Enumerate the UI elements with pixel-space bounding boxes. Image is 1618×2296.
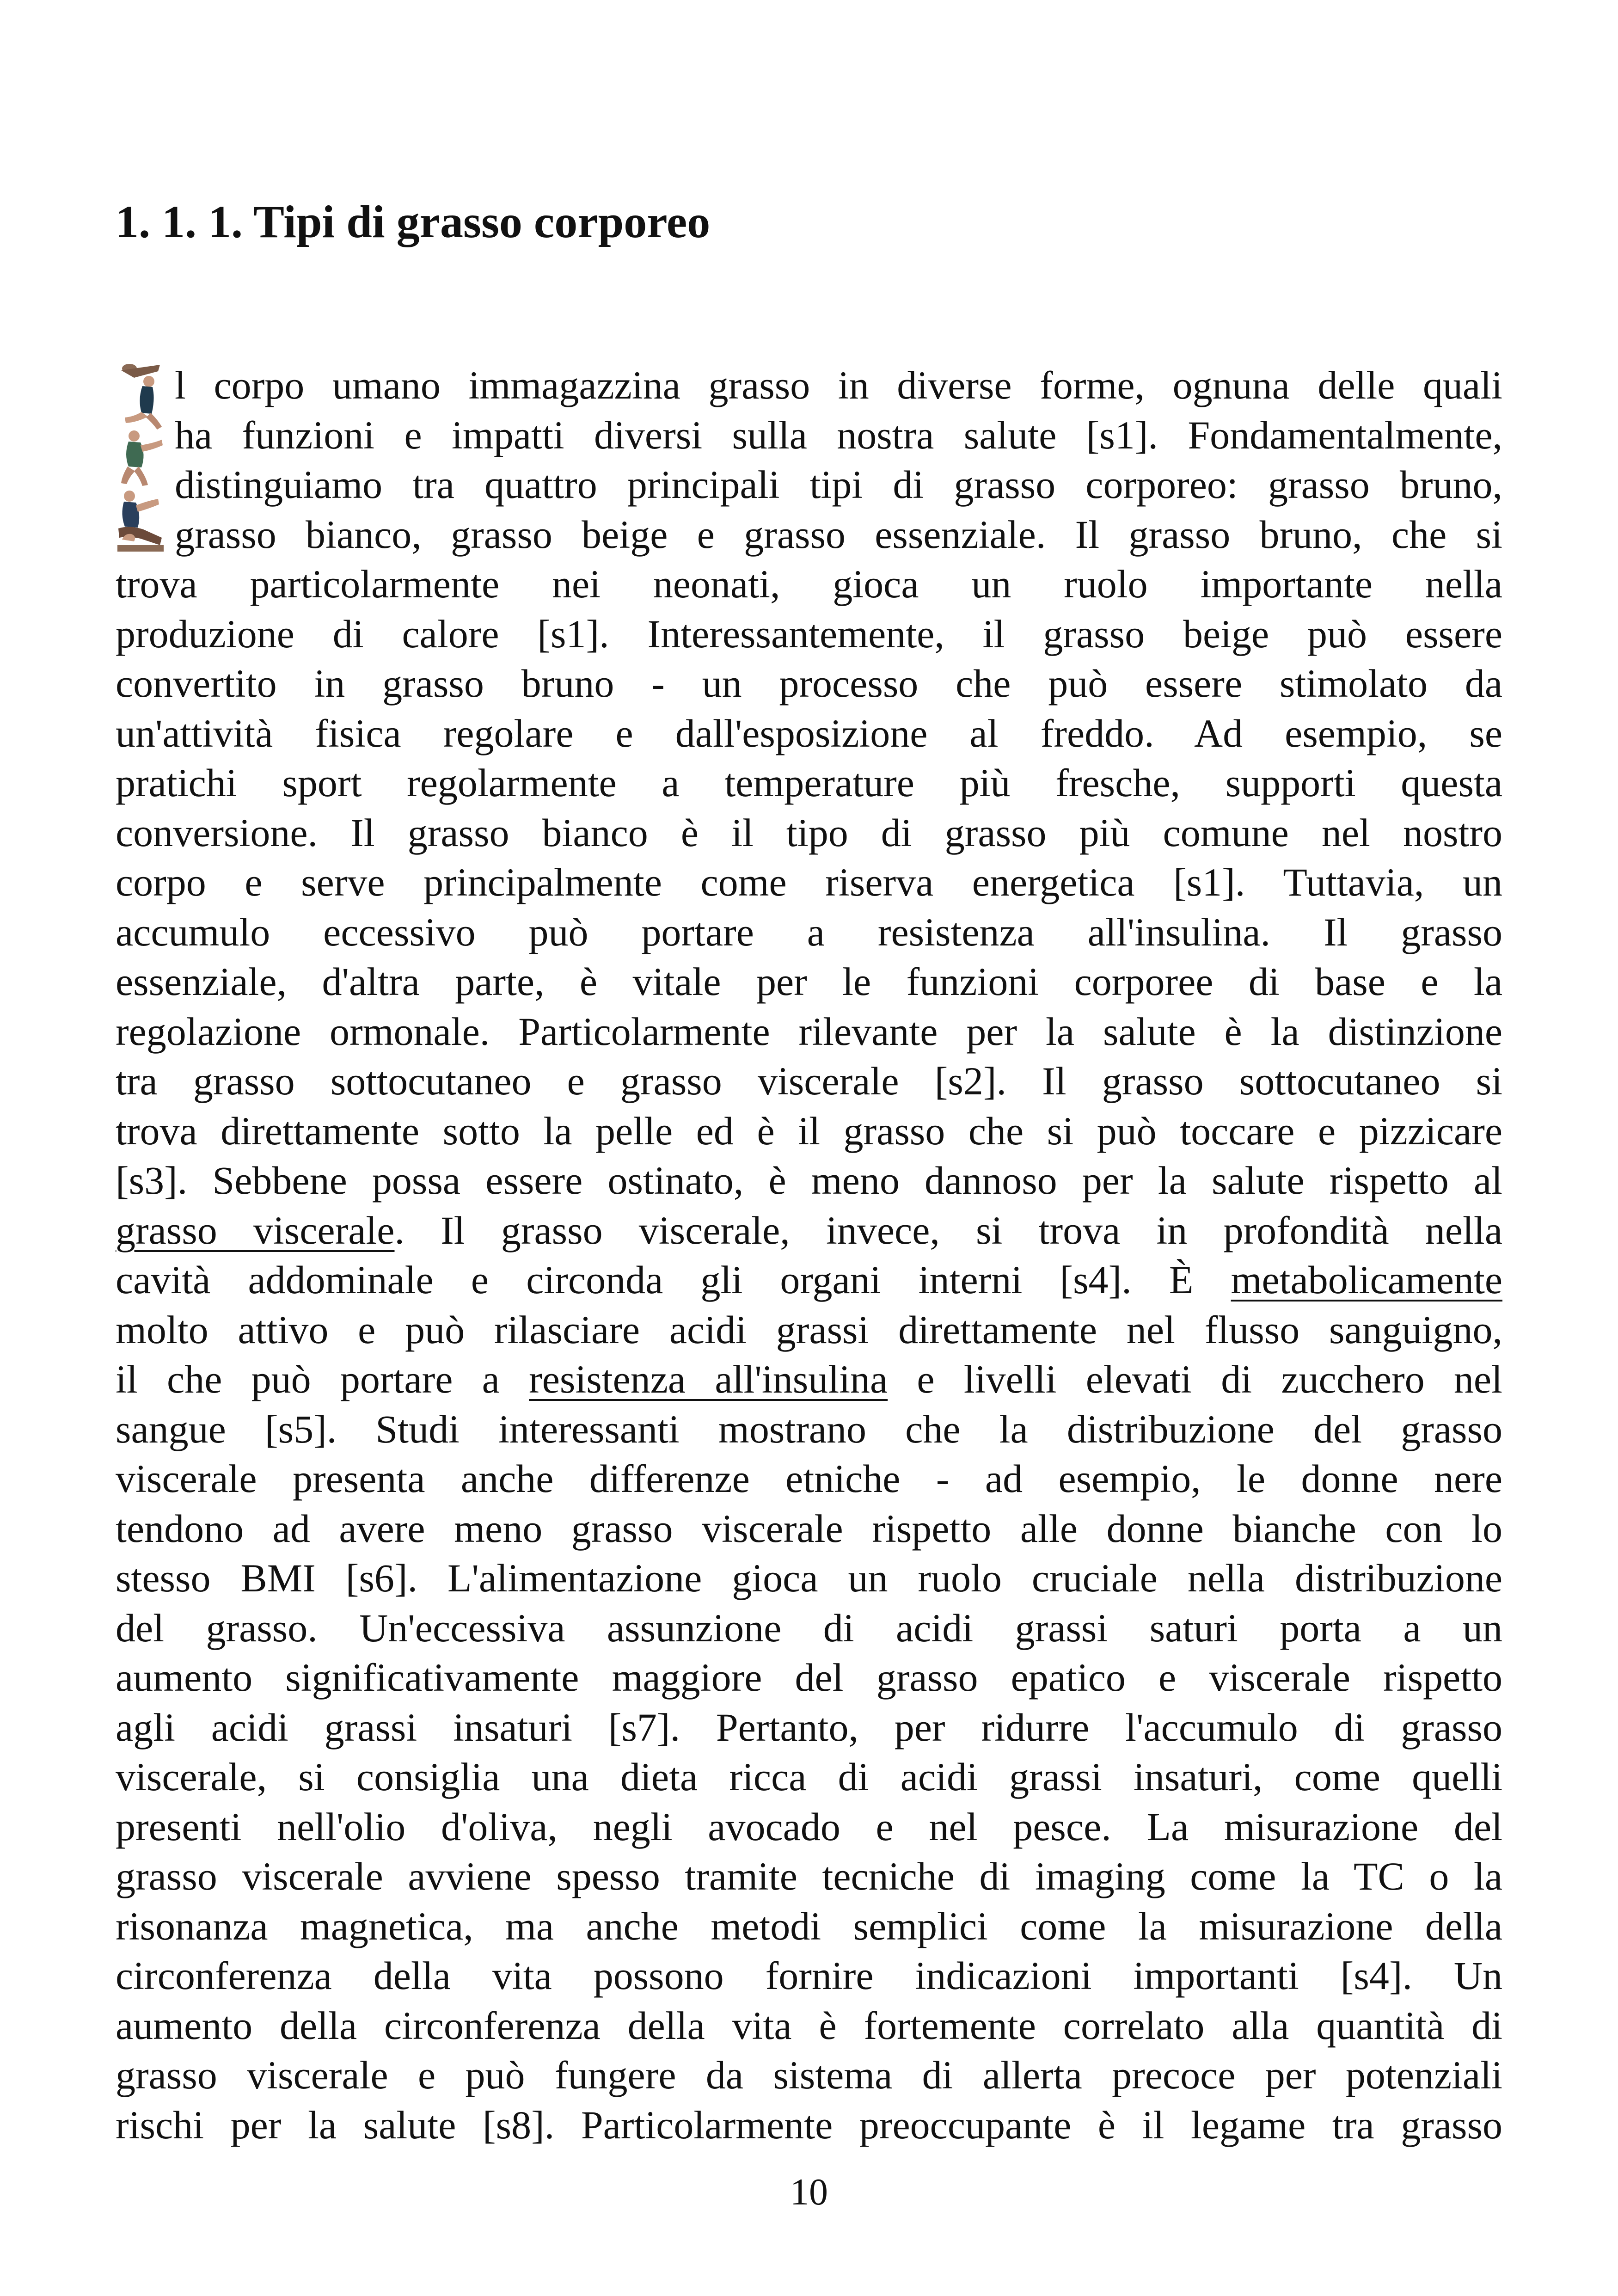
text-line: un'attività fisica regolare e dall'esposizione al freddo. Ad esempio, se xyxy=(116,711,1502,755)
page-number: 10 xyxy=(790,2171,828,2213)
text-line: produzione di calore [s1]. Interessantemente, il grasso beige può essere xyxy=(116,611,1502,656)
text-line: accumulo eccessivo può portare a resistenza all'insulina. Il grasso xyxy=(116,909,1502,954)
text-line: grasso viscerale avviene spesso tramite tecniche di imaging come la TC o la xyxy=(116,1854,1502,1898)
text-line: distinguiamo tra quattro principali tipi di grasso corporeo: grasso bruno, xyxy=(175,462,1502,507)
text-line: convertito in grasso bruno - un processo che può essere stimolato da xyxy=(116,661,1502,706)
text-line: aumento significativamente maggiore del grasso epatico e viscerale rispetto xyxy=(116,1655,1502,1700)
text-line: viscerale presenta anche differenze etniche - ad esempio, le donne nere xyxy=(116,1456,1502,1501)
text-line xyxy=(116,1355,1502,1405)
body-paragraph xyxy=(116,361,1502,2150)
text-line: viscerale, si consiglia una dieta ricca di acidi grassi insaturi, come quelli xyxy=(116,1755,1502,1799)
text-line: molto attivo e può rilasciare acidi grassi direttamente nel flusso sanguigno, xyxy=(116,1307,1502,1352)
text-line: [s3]. Sebbene possa essere ostinato, è meno dannoso per la salute rispetto al xyxy=(116,1158,1502,1203)
text-line: presenti nell'olio d'oliva, negli avocado e nel pesce. La misurazione del xyxy=(116,1804,1502,1849)
text-line: stesso BMI [s6]. L'alimentazione gioca un ruolo cruciale nella distribuzione xyxy=(116,1556,1502,1600)
text-line: rischi per la salute [s8]. Particolarmente preoccupante è il legame tra grasso xyxy=(116,2102,1502,2147)
text-line xyxy=(116,1255,1502,1305)
text-line xyxy=(116,1206,1502,1256)
text-segment: e livelli elevati di zucchero nel xyxy=(888,1357,1502,1401)
text-segment: . Il grasso viscerale, invece, si trova in profondità nella xyxy=(394,1208,1502,1252)
text-line: corpo e serve principalmente come riserva energetica [s1]. Tuttavia, un xyxy=(116,860,1502,904)
text-line: l corpo umano immagazzina grasso in diverse forme, ognuna delle quali xyxy=(175,363,1502,407)
link-grasso-viscerale[interactable]: grasso viscerale xyxy=(116,1208,395,1252)
text-line: conversione. Il grasso bianco è il tipo di grasso più comune nel nostro xyxy=(116,810,1502,855)
text-line: agli acidi grassi insaturi [s7]. Pertanto, per ridurre l'accumulo di grasso xyxy=(116,1705,1502,1750)
text-line: aumento della circonferenza della vita è fortemente correlato alla quantità di xyxy=(116,2003,1502,2048)
text-line: sangue [s5]. Studi interessanti mostrano che la distribuzione del grasso xyxy=(116,1406,1502,1451)
section-heading: 1. 1. 1. Tipi di grasso corporeo xyxy=(116,196,711,247)
text-line: trova direttamente sotto la pelle ed è il grasso che si può toccare e pizzicare xyxy=(116,1108,1502,1153)
text-line: risonanza magnetica, ma anche metodi semplici come la misurazione della xyxy=(116,1903,1502,1948)
text-line: grasso viscerale e può fungere da sistema di allerta precoce per potenziali xyxy=(116,2053,1502,2097)
text-segment: il che può portare a xyxy=(116,1357,529,1401)
link-metabolicamente[interactable]: metabolicamente xyxy=(1231,1258,1502,1302)
text-segment: cavità addominale e circonda gli organi interni [s4]. È xyxy=(116,1258,1231,1302)
text-line: del grasso. Un'eccessiva assunzione di acidi grassi saturi porta a un xyxy=(116,1605,1502,1650)
text-line: ha funzioni e impatti diversi sulla nostra salute [s1]. Fondamentalmente, xyxy=(175,412,1502,457)
text-line: circonferenza della vita possono fornire indicazioni importanti [s4]. Un xyxy=(116,1953,1502,1998)
text-line: tendono ad avere meno grasso viscerale rispetto alle donne bianche con lo xyxy=(116,1506,1502,1551)
text-line: pratichi sport regolarmente a temperature più fresche, supporti questa xyxy=(116,761,1502,805)
link-resistenza-insulina[interactable]: resistenza all'insulina xyxy=(529,1357,888,1401)
text-line: grasso bianco, grasso beige e grasso essenziale. Il grasso bruno, che si xyxy=(175,512,1502,557)
text-line: trova particolarmente nei neonati, gioca un ruolo importante nella xyxy=(116,562,1502,606)
text-line: tra grasso sottocutaneo e grasso viscerale [s2]. Il grasso sottocutaneo si xyxy=(116,1059,1502,1103)
text-line: regolazione ormonale. Particolarmente rilevante per la salute è la distinzione xyxy=(116,1009,1502,1054)
text-line: essenziale, d'altra parte, è vitale per le funzioni corporee di base e la xyxy=(116,959,1502,1004)
